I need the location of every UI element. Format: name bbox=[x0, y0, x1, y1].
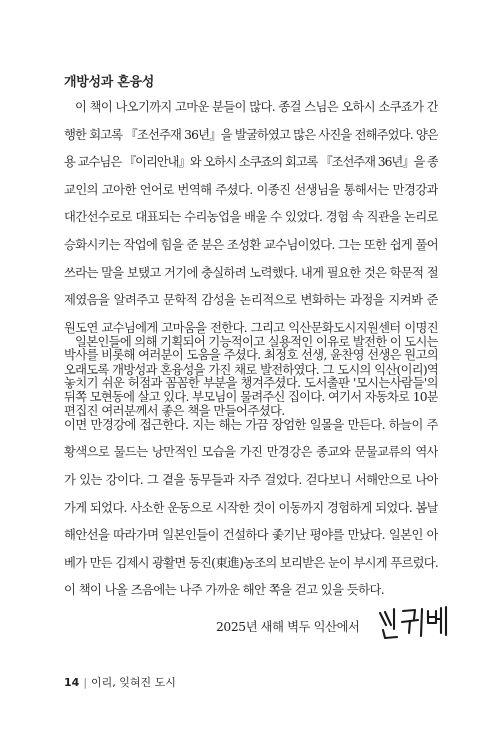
running-book-title: 이리, 잊혀진 도시 bbox=[91, 676, 176, 689]
closing-line: 2025년 새해 벽두 익산에서 bbox=[216, 620, 360, 634]
handwritten-signature bbox=[376, 603, 450, 641]
text-line: 교인의 고아한 언어로 번역해 주셨다. 이종진 선생님을 통해서는 만경강과 bbox=[64, 182, 438, 197]
text-line: 편집진 여러분께서 좋은 책을 만들어주셨다. bbox=[64, 403, 285, 418]
closing-signature-block bbox=[216, 609, 446, 643]
text-line: 이 책이 나올 즈음에는 나주 가까운 해안 쪽을 걷고 있을 듯하다. bbox=[64, 583, 385, 598]
text-line: 베가 만든 김제시 광활면 동진(東進)농조의 보리받은 눈이 부시게 푸르렀다. bbox=[64, 555, 438, 570]
text-line: 대간선수로로 대표되는 수리농업을 배울 수 있었다. 경험 속 직관을 논리로 bbox=[64, 210, 438, 225]
text-line: 원도연 교수님에게 고마움을 전한다. 그리고 익산문화도시지원센터 이명진 bbox=[64, 320, 438, 335]
text-line: 해안선을 따라가며 일본인들이 건설하다 좇기난 평야를 만났다. 일본인 아 bbox=[64, 528, 438, 543]
text-line: 제였음을 알려주고 문학적 감성을 논리적으로 변화하는 과정을 지켜봐 준 bbox=[64, 293, 438, 308]
text-line: 오래도록 개방성과 혼융성을 가진 채로 발전하였다. 그 도시의 익산(이리)역 bbox=[64, 362, 438, 377]
text-line: 승화시키는 작업에 힘을 준 분은 조성환 교수님이었다. 그는 또한 쉽게 풀어 bbox=[64, 237, 438, 252]
paragraph-city bbox=[64, 329, 438, 605]
text-line: 놓치기 쉬운 허점과 꼼꼼한 부분을 챙겨주셨다. 도서출판 '모시는사람들'의 bbox=[64, 375, 438, 390]
text-line: 용 교수님은 『이리안내』와 오하시 소쿠죠의 회고록 『조선주재 36년』을 종 bbox=[64, 155, 438, 170]
text-line: 박사를 비롯해 여러분이 도움을 주셨다. 최정호 선생, 윤찬영 선생은 원고의 bbox=[64, 348, 438, 363]
footer-separator: | bbox=[83, 676, 88, 689]
text-line: 쓰라는 말을 보탰고 거기에 충실하려 노력했다. 내게 필요한 것은 학문적 절 bbox=[64, 265, 438, 280]
page-footer bbox=[64, 674, 176, 690]
page-number: 14 bbox=[64, 676, 80, 689]
text-line: 일본인들에 의해 기획되어 기능적이고 실용적인 이유로 발전한 이 도시는 bbox=[75, 335, 438, 349]
text-line: 행한 회고록 『조선주재 36년』을 발굴하였고 많은 사진을 전해주었다. 양은 bbox=[64, 127, 438, 142]
text-line: 가 있는 강이다. 그 곁을 동무들과 자주 걸었다. 걷다보니 서해안으로 나아 bbox=[64, 472, 438, 487]
text-line: 가게 되었다. 사소한 운동으로 시작한 것이 이동까지 경험하게 되었다. 봄날 bbox=[64, 500, 438, 515]
text-line: 뒤쪽 모현동에 살고 있다. 부모님이 물려주신 집이다. 여기서 자동차로 10분 bbox=[64, 390, 438, 405]
text-line: 이면 만경강에 접근한다. 지는 해는 가끔 장엄한 일몰을 만든다. 하늘이 주 bbox=[64, 417, 438, 432]
text-line: 이 책이 나오기까지 고마운 분들이 많다. 종걸 스님은 오하시 소쿠죠가 간 bbox=[75, 100, 438, 114]
section-heading: 개방성과 혼융성 bbox=[64, 75, 155, 90]
text-line: 황색으로 물드는 낭만적인 모습을 가진 만경강은 종교와 문물교류의 역사 bbox=[64, 445, 438, 460]
